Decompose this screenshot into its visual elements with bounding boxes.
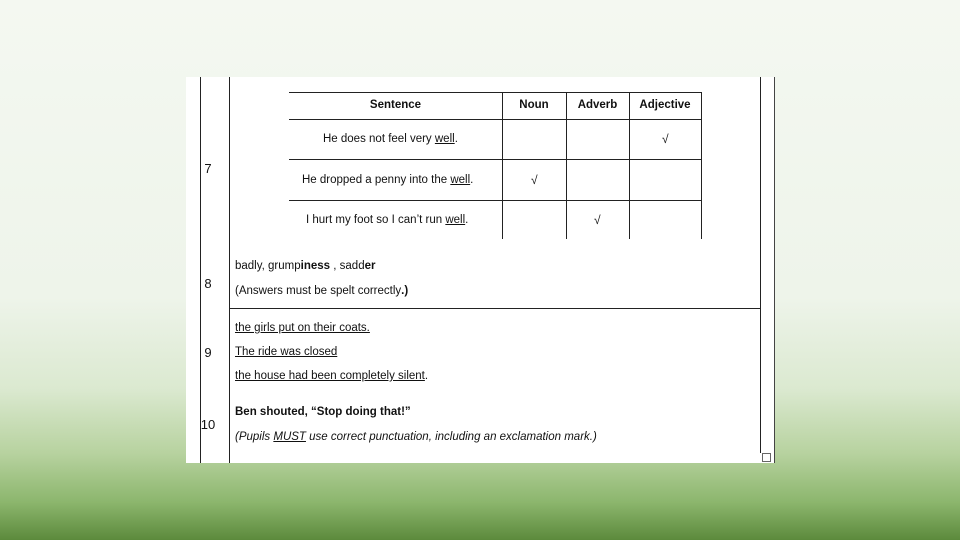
- sentence-punctuation: .: [465, 214, 469, 226]
- underlined-word: MUST: [273, 431, 306, 443]
- header-adjective: Adjective: [639, 99, 691, 111]
- question-number-9: 9: [204, 345, 212, 360]
- q8-answer: [235, 260, 375, 272]
- underlined-answer: the house had been completely silent: [235, 370, 425, 382]
- sentence-punctuation: .: [454, 133, 458, 145]
- table-right-line: [701, 92, 702, 239]
- table-col-line: [629, 92, 630, 239]
- question-number-7: 7: [204, 161, 212, 176]
- sentence-cell: [306, 214, 468, 226]
- number-column-divider: [229, 77, 230, 463]
- outer-right-border: [774, 77, 775, 463]
- sentence-cell: [323, 133, 458, 145]
- q9-line-3: [235, 370, 428, 382]
- note-text: (Pupils: [235, 431, 274, 443]
- table-row-line: [289, 200, 701, 201]
- question-number-8: 8: [204, 276, 212, 291]
- q8-note: [235, 285, 408, 297]
- line-end: .: [424, 370, 429, 382]
- tick-mark: √: [662, 132, 669, 146]
- sentence-text: He does not feel very: [323, 133, 435, 145]
- table-header-line: [289, 119, 701, 120]
- table-row-line: [289, 159, 701, 160]
- table-top-line: [289, 92, 701, 93]
- sentence-punctuation: .: [470, 174, 474, 186]
- q9-line-1: [235, 322, 370, 334]
- sentence-text: He dropped a penny into the: [302, 174, 451, 186]
- sentence-text: I hurt my foot so I can’t run: [306, 214, 446, 226]
- bold-suffix: iness: [300, 260, 331, 272]
- note-text: (Answers must be spelt correctly: [235, 285, 402, 297]
- right-border: [760, 77, 761, 453]
- bold-answer: Ben shouted, “Stop doing that!”: [235, 406, 411, 418]
- resize-handle[interactable]: [762, 453, 771, 462]
- tick-mark: √: [594, 213, 601, 227]
- answer-text: , sadd: [330, 260, 365, 272]
- underlined-word: well: [434, 133, 455, 145]
- note-end: .): [401, 285, 409, 297]
- answer-sheet-image: [186, 77, 775, 463]
- bold-suffix: er: [364, 260, 376, 272]
- q10-answer: [235, 406, 411, 418]
- sentence-cell: [302, 174, 473, 186]
- header-adverb: Adverb: [577, 99, 618, 111]
- header-noun: Noun: [519, 99, 549, 111]
- table-col-line: [566, 92, 567, 239]
- left-border: [200, 77, 201, 463]
- row-divider: [230, 308, 760, 309]
- q10-note: [235, 431, 597, 443]
- underlined-word: well: [445, 214, 466, 226]
- note-text: use correct punctuation, including an exclamation mark.): [305, 431, 597, 443]
- underlined-word: well: [450, 174, 471, 186]
- answer-text: badly, grump: [235, 260, 301, 272]
- underlined-answer: The ride was closed: [235, 346, 338, 358]
- question-number-10: 10: [200, 417, 216, 432]
- tick-mark: √: [531, 173, 538, 187]
- underlined-answer: the girls put on their coats.: [235, 322, 370, 334]
- q9-line-2: [235, 346, 337, 358]
- table-col-line: [502, 92, 503, 239]
- header-sentence: Sentence: [369, 99, 422, 111]
